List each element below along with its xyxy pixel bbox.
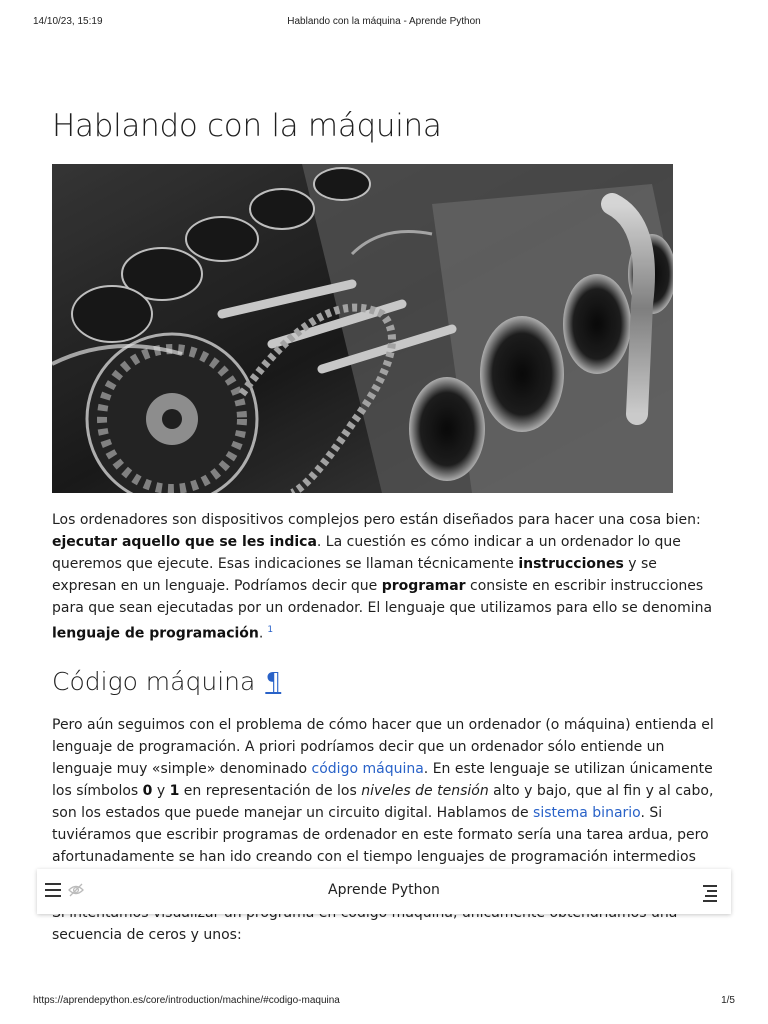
intro-text-4: consiste en escribir instrucciones para que sean ejecutadas por un ordenador. El lenguaje que utilizamos para ello se denomina	[52, 578, 713, 616]
intro-bold-4: lenguaje de programación	[52, 625, 259, 642]
intro-text-5: .	[258, 625, 264, 642]
print-url: https://aprendepython.es/core/introduction/machine/#codigo-maquina	[33, 995, 340, 1006]
site-title[interactable]: Aprende Python	[328, 882, 440, 898]
symbol-zero: 0	[142, 783, 153, 799]
section-text-1: Pero aún seguimos con el problema de cómo hacer que un ordenador (o máquina) entienda el lenguaje de programación. A priori podríamos decir que un ordenador sólo entiende un lenguaje muy «simple» denominado	[52, 717, 714, 777]
footnote-link-1[interactable]: 1	[267, 625, 274, 635]
hero-image-engine	[52, 164, 673, 493]
section-anchor-link[interactable]: ¶	[265, 667, 282, 696]
codigo-maquina-link[interactable]: código máquina	[311, 761, 424, 777]
symbol-one: 1	[169, 783, 180, 799]
print-datetime: 14/10/23, 15:19	[33, 16, 103, 27]
print-page-number: 1/5	[721, 995, 735, 1006]
section-text-5: alto y bajo, que al fin y al cabo, son los estados que puede manejar un circuito digital. Hablamos de	[52, 783, 714, 821]
section-text-2: . En este lenguaje se utilizan únicamente los símbolos	[52, 761, 713, 799]
intro-bold-2: instrucciones	[518, 556, 624, 572]
niveles-tension-italic: niveles de tensión	[361, 783, 489, 799]
intro-text-3: y se expresan en un lenguaje. Podríamos decir que	[52, 556, 657, 594]
intro-paragraph	[52, 509, 716, 645]
next-paragraph: secuencia de ceros y unos:	[52, 927, 242, 943]
section-text-6: . Si tuviéramos que escribir programas de ordenador en este formato sería una tarea ardua, pero afortunadamente se han ido creando con el tiempo lenguajes de programación intermedios	[52, 805, 709, 865]
toc-icon[interactable]	[703, 885, 717, 905]
engine-illustration	[52, 164, 673, 493]
bottom-nav-bar	[37, 869, 731, 914]
intro-bold-3: programar	[381, 578, 466, 594]
print-footer	[0, 995, 768, 1009]
page-title: Hablando con la máquina	[52, 108, 442, 144]
section-title-codigo-maquina	[52, 664, 281, 700]
section-text-3: y	[152, 783, 170, 799]
sistema-binario-link[interactable]: sistema binario	[533, 805, 641, 821]
section-title-text: Código máquina	[52, 667, 256, 696]
intro-bold-1: ejecutar aquello que se les indica	[52, 534, 317, 550]
section-paragraph	[52, 714, 716, 890]
print-doc-title: Hablando con la máquina - Aprende Python	[287, 16, 481, 27]
intro-text-1: Los ordenadores son dispositivos complejos pero están diseñados para hacer una cosa bien:	[52, 512, 701, 528]
intro-text-2: . La cuestión es cómo indicar a un ordenador lo que queremos que ejecute. Esas indicaciones se llaman técnicamente	[52, 534, 681, 572]
section-text-4: en representación de los	[179, 783, 362, 799]
print-header	[0, 16, 768, 30]
